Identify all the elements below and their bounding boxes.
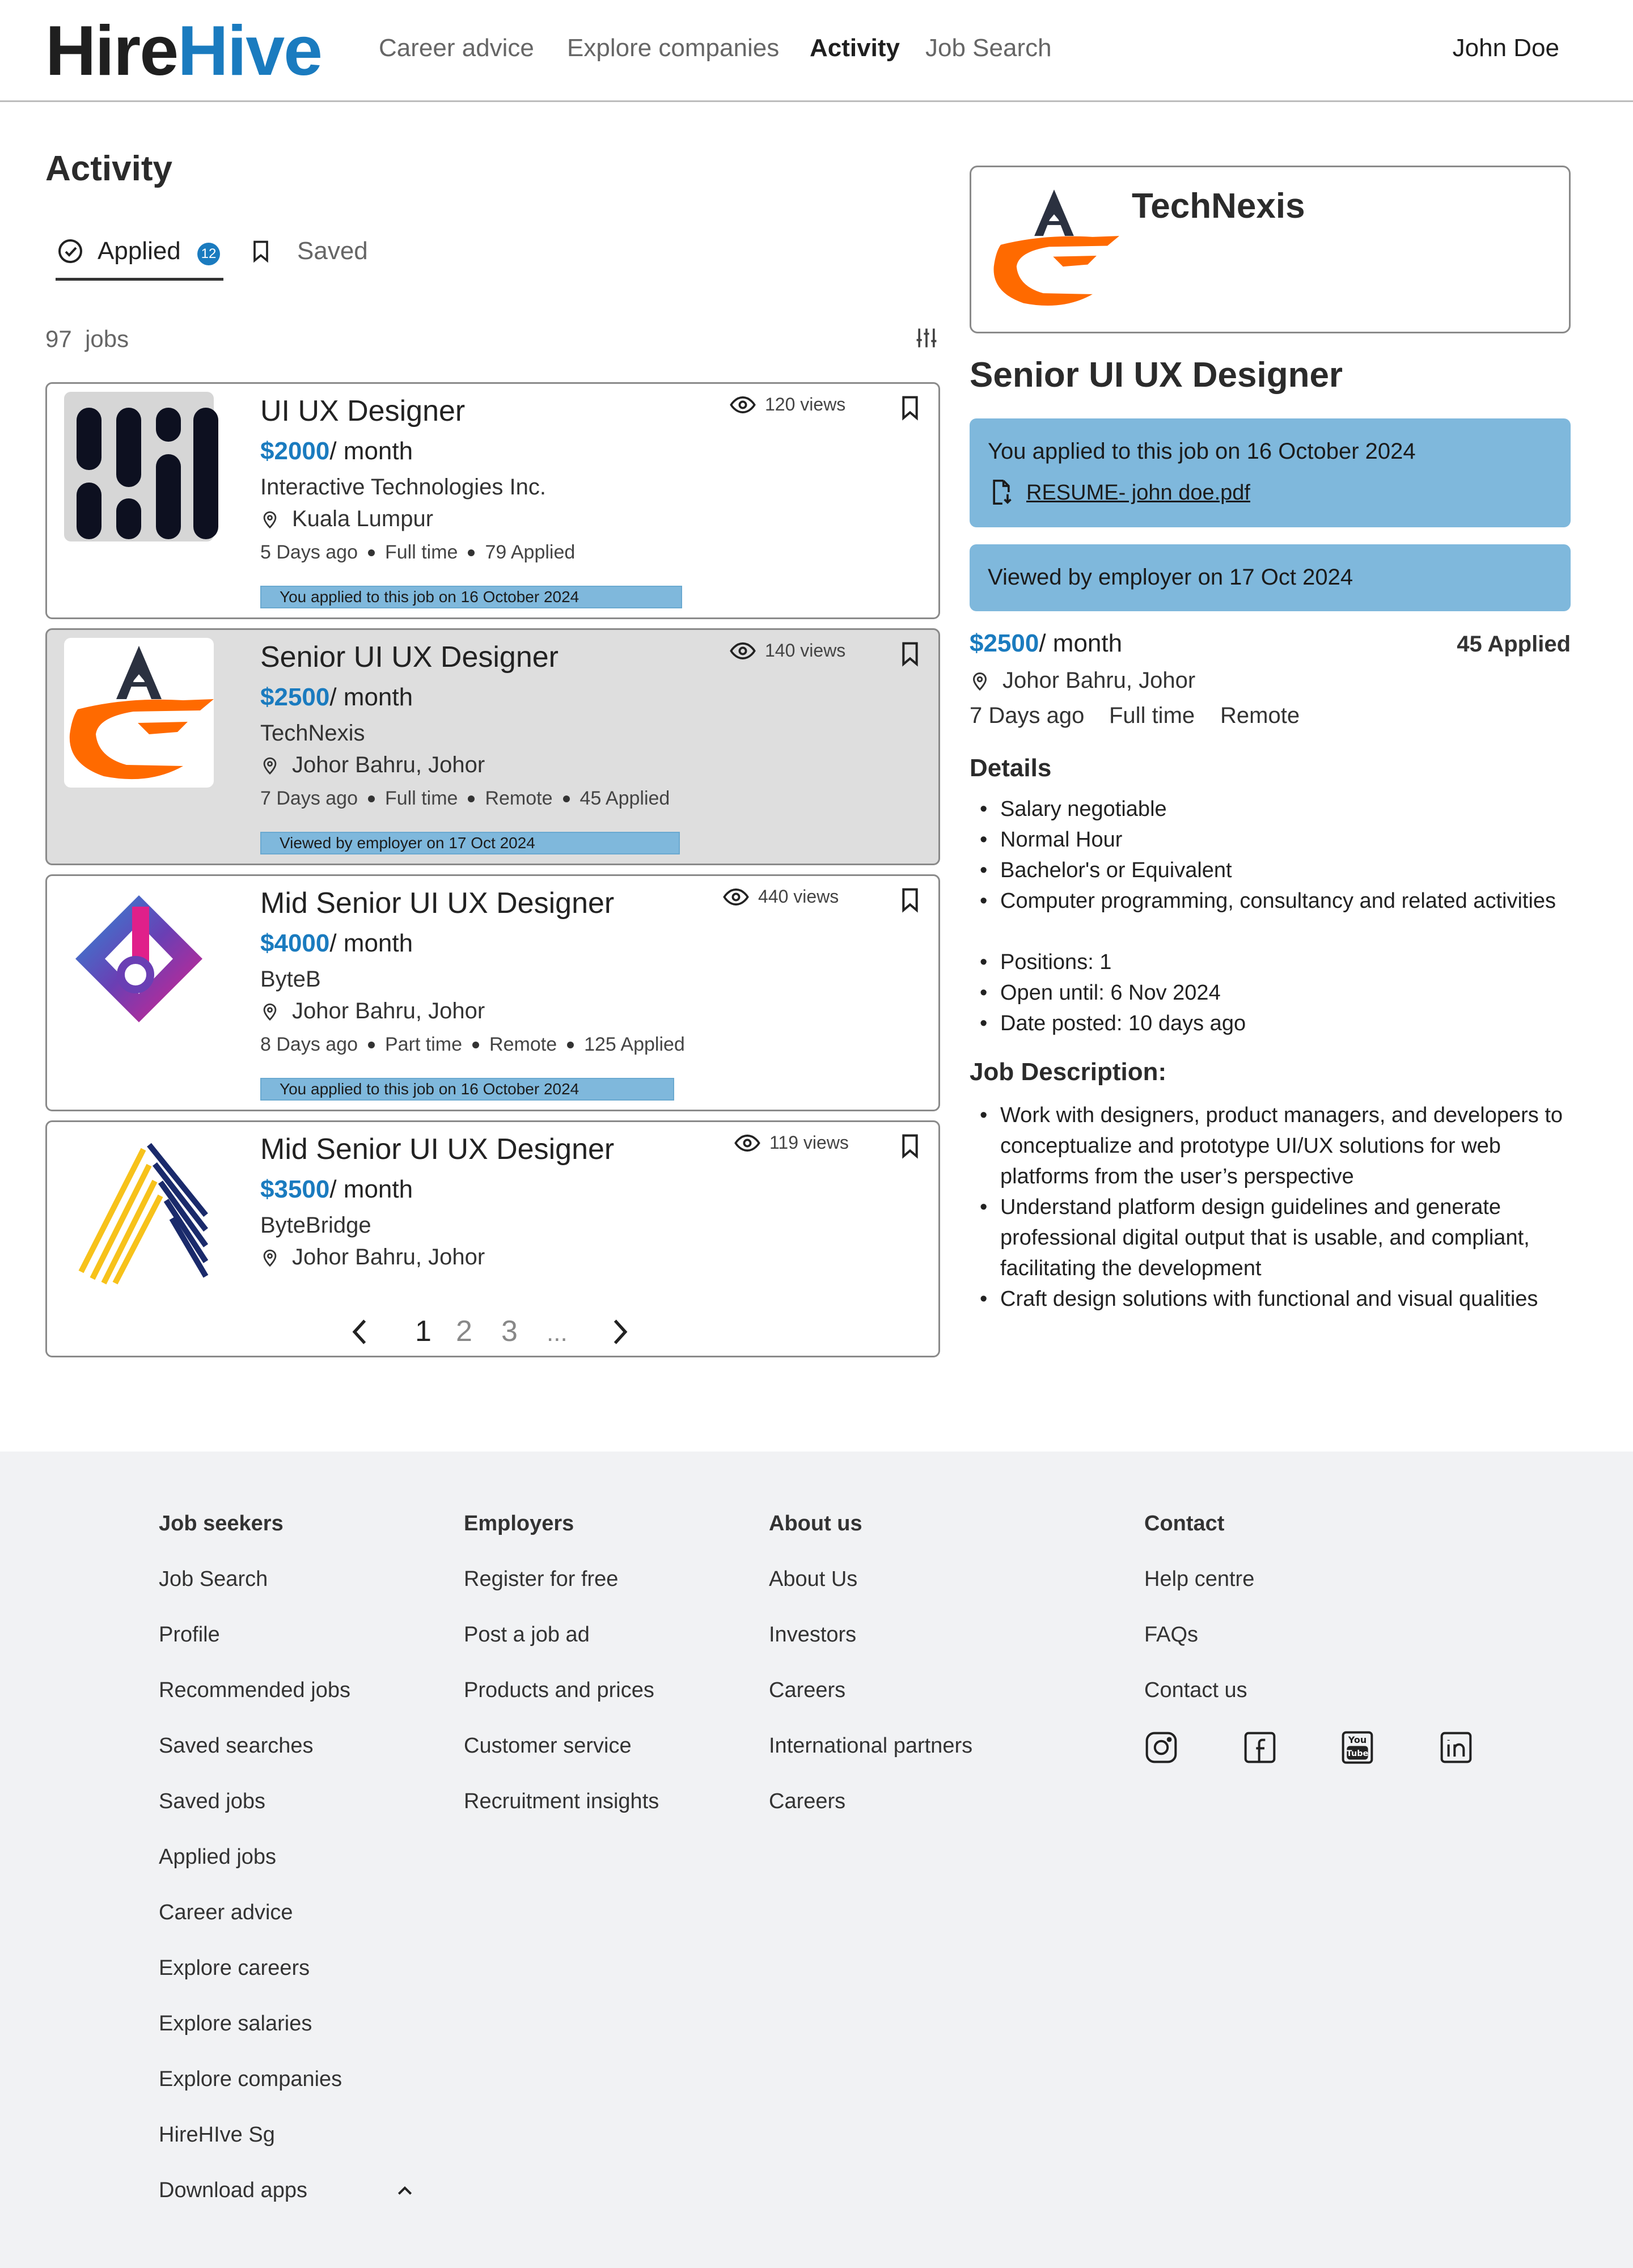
- viewed-notice-text: Viewed by employer on 17 Oct 2024: [988, 565, 1353, 590]
- job-list: [45, 382, 941, 1283]
- tab-saved-label: Saved: [297, 237, 368, 265]
- file-download-icon: [989, 479, 1014, 506]
- footer-link[interactable]: Register for free: [464, 1567, 619, 1591]
- footer-link[interactable]: Contact us: [1144, 1678, 1247, 1702]
- footer-link[interactable]: Help centre: [1144, 1567, 1255, 1591]
- jobs-count: 97 jobs: [45, 325, 129, 352]
- footer-link[interactable]: Explore careers: [159, 1956, 310, 1980]
- next-page-icon[interactable]: [607, 1317, 632, 1347]
- youtube-icon[interactable]: [1339, 1729, 1379, 1769]
- company-logo: [64, 638, 214, 788]
- footer-link[interactable]: Investors: [769, 1623, 857, 1647]
- footer-link[interactable]: Customer service: [464, 1734, 632, 1758]
- detail-item: • Positions: 1: [970, 947, 1576, 978]
- detail-item: • Bachelor's or Equivalent: [970, 855, 1576, 886]
- tab-saved[interactable]: [248, 237, 368, 265]
- job-title[interactable]: Mid Senior UI UX Designer: [260, 887, 615, 920]
- job-meta: 5 Days ago Full time 79 Applied: [260, 541, 576, 563]
- footer-link[interactable]: Saved jobs: [159, 1789, 266, 1813]
- job-salary: $3500/ month: [260, 1175, 413, 1203]
- job-salary: $2500/ month: [260, 683, 413, 711]
- bookmark-icon: [248, 239, 273, 264]
- job-salary: $4000/ month: [260, 929, 413, 957]
- facebook-icon[interactable]: [1242, 1729, 1281, 1769]
- hirehive-logo[interactable]: HireHive: [45, 12, 322, 90]
- page-2[interactable]: 2: [456, 1315, 472, 1348]
- location-pin-icon: [970, 671, 990, 691]
- job-company: TechNexis: [260, 721, 365, 746]
- description-item: • Craft design solutions with functional and visual qualities: [970, 1284, 1576, 1314]
- job-card[interactable]: [45, 874, 940, 1111]
- user-menu[interactable]: John Doe: [1452, 34, 1559, 62]
- job-location: Johor Bahru, Johor: [260, 752, 485, 778]
- description-item: • Work with designers, product managers, and developers to conceptualize and prototype UI/UX solutions for web platforms from the user’s perspective: [970, 1100, 1576, 1192]
- footer-link[interactable]: Recommended jobs: [159, 1678, 350, 1702]
- detail-applied-count: 45 Applied: [1457, 632, 1571, 657]
- applied-notice: [970, 418, 1571, 527]
- job-title[interactable]: Mid Senior UI UX Designer: [260, 1133, 615, 1166]
- detail-salary: $2500/ month: [970, 629, 1123, 657]
- job-company: ByteB: [260, 967, 321, 992]
- job-location: Johor Bahru, Johor: [260, 998, 485, 1024]
- footer-link[interactable]: Profile: [159, 1623, 220, 1647]
- svg-text:Tube: Tube: [1346, 1749, 1369, 1758]
- detail-item: • Normal Hour: [970, 824, 1576, 855]
- footer-link[interactable]: About Us: [769, 1567, 858, 1591]
- detail-type: Full time: [1109, 703, 1195, 728]
- detail-item: • Computer programming, consultancy and related activities: [970, 886, 1576, 916]
- description-heading: Job Description:: [970, 1058, 1167, 1086]
- instagram-icon[interactable]: [1143, 1729, 1183, 1769]
- job-salary: $2000/ month: [260, 437, 413, 465]
- footer-link[interactable]: HireHIve Sg: [159, 2123, 275, 2147]
- job-views: 120 views: [730, 394, 845, 415]
- footer-link[interactable]: Job Search: [159, 1567, 268, 1591]
- details-heading: Details: [970, 754, 1052, 782]
- bookmark-icon[interactable]: [899, 1133, 921, 1158]
- svg-text:You: You: [1348, 1734, 1367, 1745]
- footer-heading-about: About us: [769, 1512, 862, 1535]
- footer-link[interactable]: Applied jobs: [159, 1845, 277, 1869]
- application-status: Viewed by employer on 17 Oct 2024: [260, 832, 680, 854]
- detail-item: • Open until: 6 Nov 2024: [970, 978, 1576, 1008]
- page-1[interactable]: 1: [415, 1315, 431, 1348]
- bookmark-icon[interactable]: [899, 887, 921, 912]
- footer-heading-employers: Employers: [464, 1512, 574, 1535]
- eye-icon: [730, 396, 756, 413]
- job-detail-title: Senior UI UX Designer: [970, 356, 1343, 395]
- nav-job-search[interactable]: Job Search: [925, 34, 1052, 62]
- job-meta: 7 Days ago Full time Remote 45 Applied: [260, 788, 670, 809]
- job-card-selected[interactable]: [45, 628, 940, 865]
- footer-link[interactable]: International partners: [769, 1734, 973, 1758]
- linkedin-icon[interactable]: [1438, 1729, 1478, 1769]
- footer-link[interactable]: Recruitment insights: [464, 1789, 659, 1813]
- eye-icon: [734, 1135, 760, 1152]
- page-title: Activity: [45, 149, 172, 188]
- check-circle-icon: [57, 238, 84, 265]
- job-location: Johor Bahru, Johor: [260, 1245, 485, 1270]
- footer-link[interactable]: Careers: [769, 1678, 846, 1702]
- job-views: 140 views: [730, 640, 845, 661]
- eye-icon: [723, 888, 749, 905]
- page-more[interactable]: ...: [547, 1319, 568, 1347]
- detail-location: Johor Bahru, Johor: [970, 668, 1195, 693]
- application-status: You applied to this job on 16 October 2024: [260, 1078, 674, 1101]
- detail-mode: Remote: [1220, 703, 1300, 728]
- company-name[interactable]: TechNexis: [1132, 187, 1305, 226]
- footer-link[interactable]: Saved searches: [159, 1734, 314, 1758]
- location-pin-icon: [260, 756, 280, 775]
- applied-notice-text: You applied to this job on 16 October 2024: [988, 439, 1416, 464]
- location-pin-icon: [260, 1002, 280, 1021]
- top-header: [0, 0, 1633, 102]
- footer-link[interactable]: Careers: [769, 1789, 846, 1813]
- applied-count-badge: 12: [197, 243, 220, 265]
- company-logo: [64, 392, 214, 541]
- footer-link[interactable]: Explore salaries: [159, 2012, 312, 2036]
- job-card[interactable]: [45, 382, 940, 619]
- footer-heading-job-seekers: Job seekers: [159, 1512, 284, 1535]
- nav-activity[interactable]: Activity: [810, 34, 900, 62]
- location-pin-icon: [260, 1248, 280, 1267]
- job-title[interactable]: UI UX Designer: [260, 395, 466, 428]
- detail-posted: 7 Days ago: [970, 703, 1085, 728]
- page-3[interactable]: 3: [501, 1315, 518, 1348]
- detail-item: • Date posted: 10 days ago: [970, 1008, 1576, 1039]
- company-logo: [64, 884, 214, 1034]
- nav-explore-companies[interactable]: Explore companies: [567, 34, 780, 62]
- footer-link[interactable]: Career advice: [159, 1901, 293, 1924]
- resume-link[interactable]: RESUME- john doe.pdf: [1026, 481, 1250, 505]
- bookmark-icon[interactable]: [899, 395, 921, 420]
- job-company: Interactive Technologies Inc.: [260, 475, 547, 500]
- eye-icon: [730, 642, 756, 659]
- job-details-scroll[interactable]: [970, 794, 1576, 1311]
- company-logo: [64, 1130, 214, 1280]
- job-company: ByteBridge: [260, 1213, 371, 1238]
- tab-applied[interactable]: [57, 237, 181, 265]
- nav-career-advice[interactable]: Career advice: [379, 34, 534, 62]
- company-logo: [983, 183, 1125, 313]
- location-pin-icon: [260, 510, 280, 529]
- bookmark-icon[interactable]: [899, 641, 921, 666]
- job-title[interactable]: Senior UI UX Designer: [260, 641, 559, 674]
- tab-applied-label: Applied: [98, 237, 181, 265]
- job-location: Kuala Lumpur: [260, 506, 433, 532]
- active-tab-underline: [56, 278, 223, 281]
- detail-item: • Salary negotiable: [970, 794, 1576, 824]
- download-apps-link[interactable]: Download apps: [159, 2178, 307, 2202]
- job-meta: 8 Days ago Part time Remote 125 Applied: [260, 1034, 685, 1055]
- job-card[interactable]: [45, 1120, 940, 1357]
- filter-icon[interactable]: [914, 325, 939, 350]
- footer-link[interactable]: Products and prices: [464, 1678, 654, 1702]
- job-views: 440 views: [723, 886, 839, 907]
- prev-page-icon[interactable]: [348, 1317, 373, 1347]
- footer-link[interactable]: Post a job ad: [464, 1623, 590, 1647]
- application-status: You applied to this job on 16 October 2024: [260, 586, 682, 608]
- footer-link[interactable]: FAQs: [1144, 1623, 1199, 1647]
- description-item: • Understand platform design guidelines and generate professional digital output that is usable, and compliant, facilitating the development: [970, 1192, 1576, 1284]
- job-views: 119 views: [734, 1132, 849, 1153]
- chevron-up-icon[interactable]: [396, 2184, 414, 2198]
- footer-heading-contact: Contact: [1144, 1512, 1225, 1535]
- footer-link[interactable]: Explore companies: [159, 2067, 342, 2091]
